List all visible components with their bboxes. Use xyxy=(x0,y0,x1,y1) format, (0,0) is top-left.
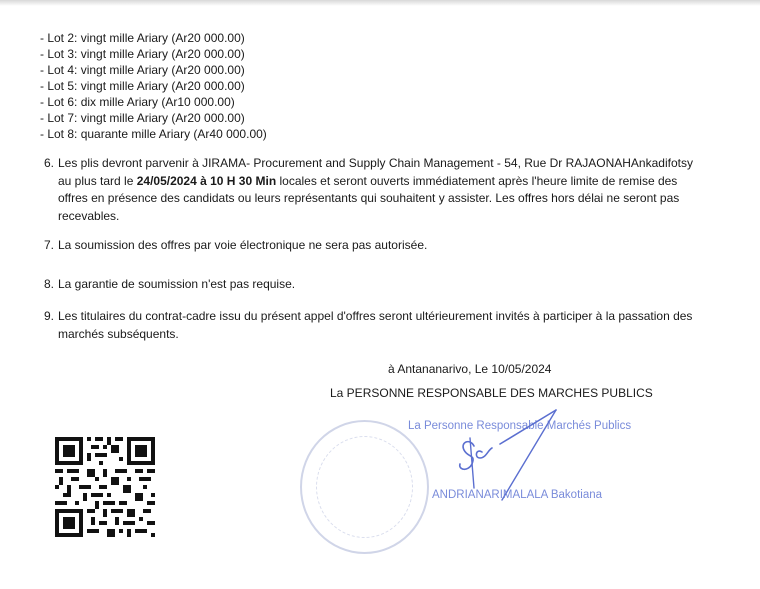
official-stamp xyxy=(300,420,429,554)
paragraph-number: 7. xyxy=(44,238,55,252)
paragraph-text: Les titulaires du contrat-cadre issu du présent appel d'offres seront ultérieurement invités à participer à la passation des marchés subséquents. xyxy=(58,309,693,341)
lot-item: - Lot 4: vingt mille Ariary (Ar20 000.00) xyxy=(40,63,245,77)
paragraph-9-framework-contract xyxy=(44,308,704,343)
handwritten-signature-icon xyxy=(430,408,580,518)
paragraph-7-electronic-submission xyxy=(44,237,704,255)
paragraph-8-bid-guarantee xyxy=(44,276,704,294)
lot-item: - Lot 5: vingt mille Ariary (Ar20 000.00) xyxy=(40,79,245,93)
signatory-name: ANDRIANARIMALALA Bakotiana xyxy=(432,489,603,501)
deadline-bold-text: 24/05/2024 à 10 H 30 Min xyxy=(136,173,277,188)
responsible-person-heading: La PERSONNE RESPONSABLE DES MARCHES PUBLICS xyxy=(330,386,653,400)
scan-edge-shadow xyxy=(0,0,760,6)
signature-title: La Personne Responsable Marchés Publics xyxy=(408,420,632,432)
paragraph-number: 8. xyxy=(44,277,55,291)
lot-item: - Lot 6: dix mille Ariary (Ar10 000.00) xyxy=(40,95,235,109)
paragraph-number: 9. xyxy=(44,309,55,323)
lot-guarantee-list xyxy=(40,30,267,142)
paragraph-text: La garantie de soumission n'est pas requise. xyxy=(58,277,296,291)
paragraph-text-part: locales et seront ouverts immédiatement après l'heure limite de remise des offres en présence des candidats ou leurs représentants qui souhaitent y assister. Les offres hors délai ne seront pas recevables. xyxy=(58,173,680,223)
paragraph-number: 6. xyxy=(44,156,55,170)
paragraph-6-submission-deadline xyxy=(44,155,704,225)
lot-item: - Lot 8: quarante mille Ariary (Ar40 000.00) xyxy=(40,127,267,141)
lot-item: - Lot 3: vingt mille Ariary (Ar20 000.00) xyxy=(40,47,245,61)
lot-item: - Lot 7: vingt mille Ariary (Ar20 000.00) xyxy=(40,111,245,125)
paragraph-text-part: Les plis devront parvenir à JIRAMA- Procurement and Supply Chain Management - 54, Rue Dr RAJAONAHAnkadifotsy au plus tard le xyxy=(58,156,693,188)
paragraph-text xyxy=(58,155,704,225)
qr-code-icon xyxy=(55,437,155,537)
paragraph-text: La soumission des offres par voie électronique ne sera pas autorisée. xyxy=(58,238,428,252)
lot-item: - Lot 2: vingt mille Ariary (Ar20 000.00) xyxy=(40,31,245,45)
place-and-date: à Antananarivo, Le 10/05/2024 xyxy=(388,362,552,376)
